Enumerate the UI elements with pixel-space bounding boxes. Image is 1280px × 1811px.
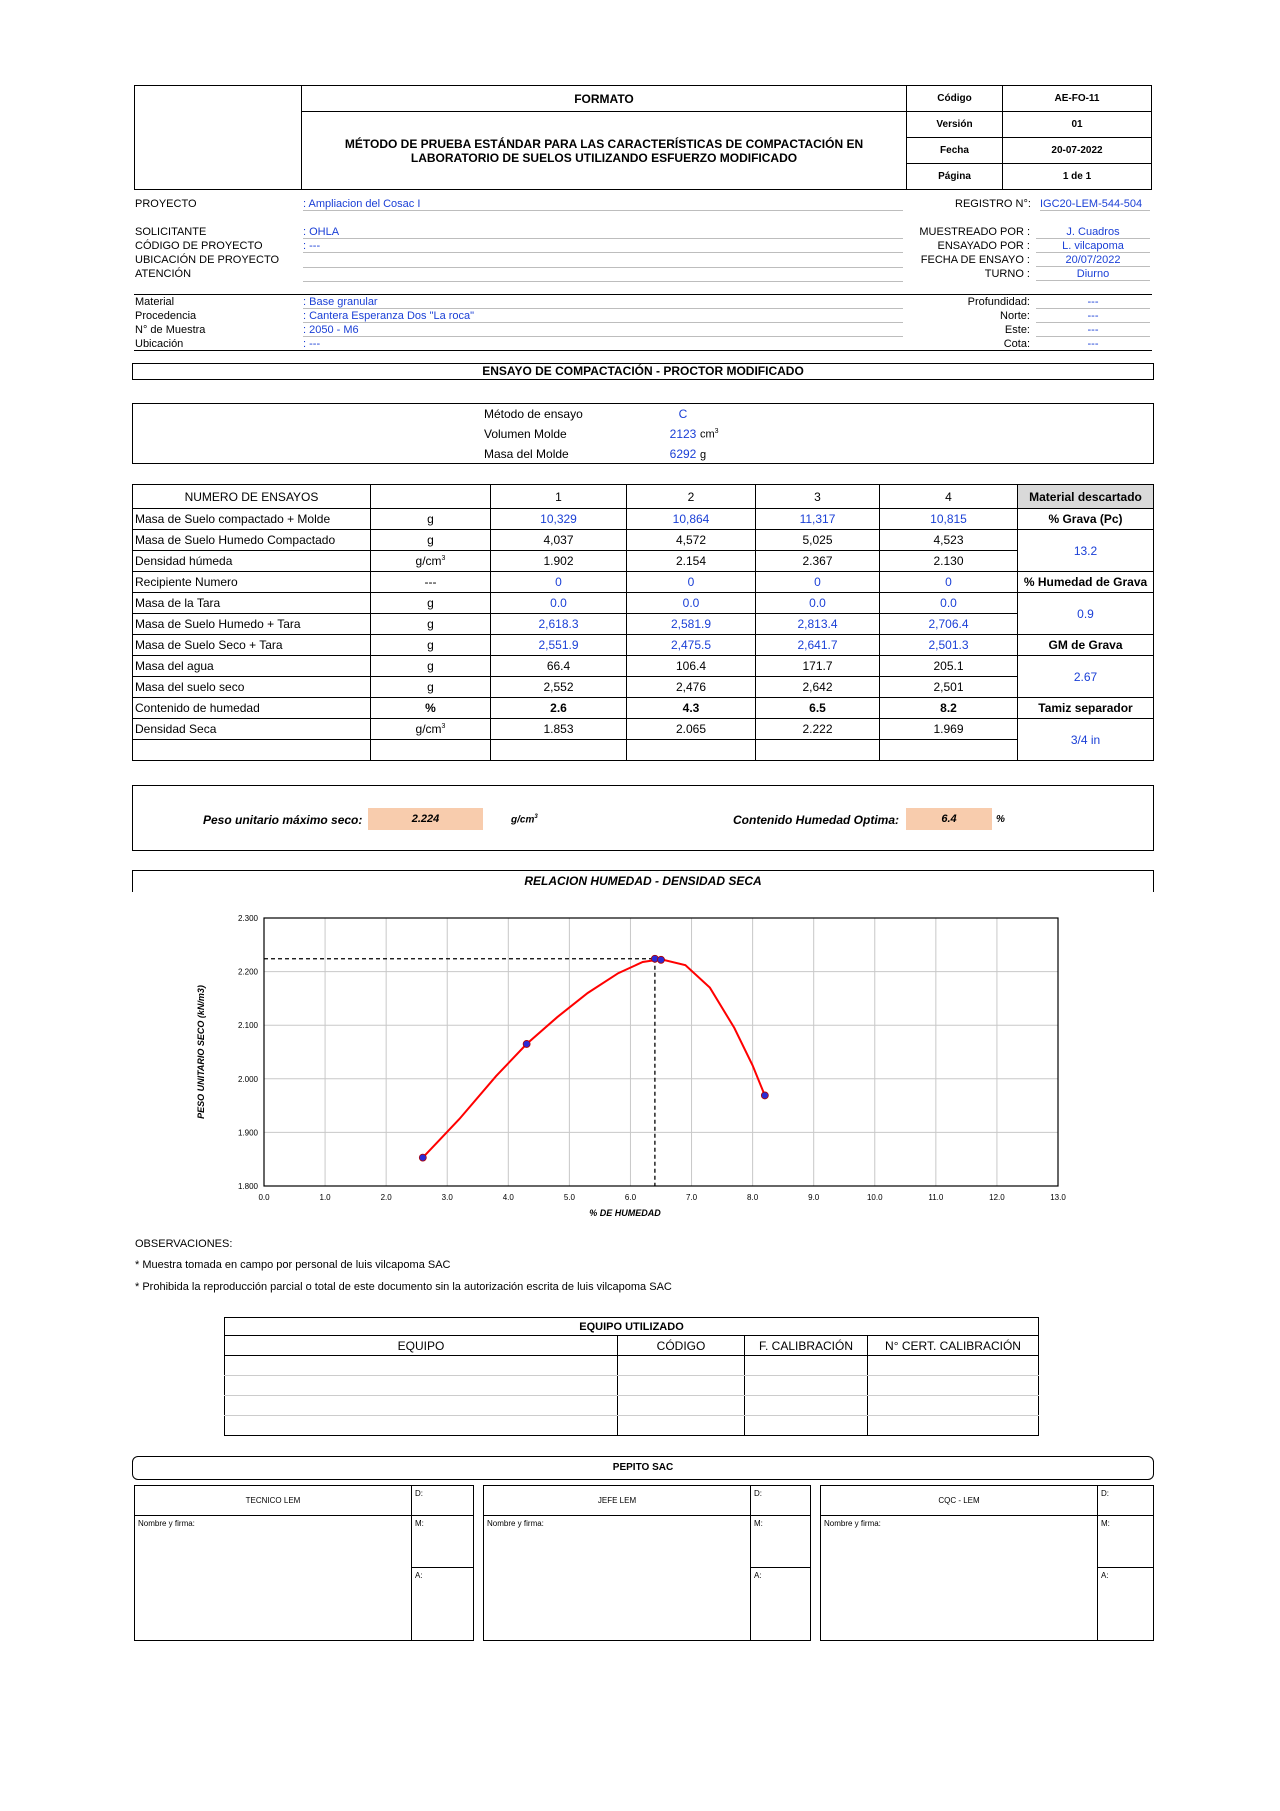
metodo-label: Método de ensayo — [484, 407, 583, 421]
cell: 10,864 — [627, 509, 756, 530]
muestreado-label: MUESTREADO POR : — [919, 226, 1030, 238]
table-row — [133, 719, 1154, 740]
table-row — [133, 740, 1154, 761]
signature-block-cqc — [820, 1485, 1154, 1641]
proyecto-label: PROYECTO — [135, 198, 197, 210]
col-header: Material descartado — [1018, 485, 1154, 509]
grava-label: % Grava (Pc) — [1018, 509, 1154, 530]
cota-value: --- — [1036, 338, 1150, 351]
cell: 66.4 — [491, 656, 627, 677]
gm-label: GM de Grava — [1018, 635, 1154, 656]
data-point — [419, 1154, 426, 1161]
row-label: Densidad Seca — [133, 719, 371, 740]
fecha-value: 20-07-2022 — [1003, 138, 1152, 164]
x-tick-label: 9.0 — [808, 1193, 820, 1202]
fecha-ensayo-label: FECHA DE ENSAYO : — [920, 254, 1030, 266]
cell: 0 — [491, 572, 627, 593]
ubicacion-proyecto-value — [303, 254, 903, 268]
cell: 2,501.3 — [880, 635, 1018, 656]
cell: 1.902 — [491, 551, 627, 572]
equipment-table — [224, 1317, 1039, 1436]
ubicacion-value: : --- — [303, 338, 903, 351]
row-label: Masa del agua — [133, 656, 371, 677]
x-tick-label: 7.0 — [685, 1193, 698, 1202]
solicitante-value: : OHLA — [303, 226, 903, 239]
table-row — [133, 677, 1154, 698]
table-row — [133, 572, 1154, 593]
row-label: Masa del suelo seco — [133, 677, 371, 698]
sample-bottom-rule — [134, 350, 1152, 351]
norte-label: Norte: — [1000, 310, 1030, 322]
compaction-table — [132, 484, 1154, 761]
y-tick-label: 2.300 — [237, 914, 258, 923]
cell: 205.1 — [880, 656, 1018, 677]
cell: 2.6 — [491, 698, 627, 719]
fecha-ensayo-value: 20/07/2022 — [1036, 254, 1150, 267]
equipment-col-header: F. CALIBRACIÓN — [745, 1336, 868, 1356]
cell: 4,037 — [491, 530, 627, 551]
volumen-value: 2123 — [669, 427, 697, 441]
humedad-optima-unit: % — [996, 814, 1005, 825]
humedad-optima-label: Contenido Humedad Optima: — [733, 813, 899, 827]
observation-item: * Prohibida la reproducción parcial o total de este documento sin la autorización escrita de luis vilcapoma SAC — [135, 1281, 672, 1293]
codigo-label: Código — [907, 86, 1003, 112]
method-box — [132, 403, 1154, 464]
cell: 2,813.4 — [756, 614, 880, 635]
day-label: D: — [1098, 1486, 1154, 1516]
y-axis-label: PESO UNITARIO SECO (kN/m3) — [196, 985, 206, 1119]
cell: 2.222 — [756, 719, 880, 740]
masa-molde-value: 6292 — [669, 447, 697, 461]
moisture-density-chart — [132, 892, 1154, 1228]
data-point — [761, 1092, 768, 1099]
muestra-value: : 2050 - M6 — [303, 324, 903, 337]
signature-block-jefe — [483, 1485, 811, 1641]
row-unit: --- — [371, 572, 491, 593]
year-label: A: — [412, 1568, 474, 1641]
equipment-col-header: CÓDIGO — [618, 1336, 745, 1356]
codigo-proyecto-label: CÓDIGO DE PROYECTO — [135, 240, 263, 252]
row-label: Masa de Suelo Humedo Compactado — [133, 530, 371, 551]
table-row — [133, 593, 1154, 614]
y-tick-label: 2.100 — [237, 1021, 258, 1031]
cell: 10,329 — [491, 509, 627, 530]
row-label: Masa de la Tara — [133, 593, 371, 614]
compaction-curve — [423, 959, 765, 1157]
x-tick-label: 13.0 — [1050, 1193, 1066, 1202]
row-unit: $g/cm^3$ — [371, 551, 491, 572]
sample-top-rule — [134, 294, 1152, 295]
tamiz-label: Tamiz separador — [1018, 698, 1154, 719]
cell: 2,642 — [756, 677, 880, 698]
codigo-value: AE-FO-11 — [1003, 86, 1152, 112]
equipment-col-header: N° CERT. CALIBRACIÓN — [868, 1336, 1039, 1356]
row-unit: g — [371, 530, 491, 551]
cell: 1.969 — [880, 719, 1018, 740]
company-name: PEPITO SAC — [132, 1456, 1154, 1480]
codigo-proyecto-value: : --- — [303, 240, 903, 253]
x-axis-label: % DE HUMEDAD — [589, 1208, 661, 1218]
signature-block-tecnico — [134, 1485, 474, 1641]
results-box — [132, 785, 1154, 851]
signature-field[interactable]: Nombre y firma: — [135, 1516, 412, 1641]
row-unit: g — [371, 677, 491, 698]
ubicacion-label: Ubicación — [135, 338, 184, 350]
procedencia-value: : Cantera Esperanza Dos "La roca" — [303, 310, 903, 323]
col-header: 3 — [756, 485, 880, 509]
cell: 4,572 — [627, 530, 756, 551]
cell: 2,476 — [627, 677, 756, 698]
y-tick-label: 1.900 — [237, 1128, 258, 1138]
ensayado-value: L. vilcapoma — [1036, 240, 1150, 253]
cota-label: Cota: — [1003, 338, 1030, 350]
x-tick-label: 5.0 — [563, 1193, 575, 1202]
cell: 171.7 — [756, 656, 880, 677]
humedad-grava-label: % Humedad de Grava — [1018, 572, 1154, 593]
row-label: Masa de Suelo compactado + Molde — [133, 509, 371, 530]
table-row — [225, 1396, 1039, 1416]
day-label: D: — [412, 1486, 474, 1516]
peso-unitario-value: 2.224 — [368, 808, 483, 830]
table-row — [133, 656, 1154, 677]
masa-molde-unit: g — [700, 449, 707, 461]
x-tick-label: 8.0 — [747, 1193, 759, 1202]
chart-title: RELACION HUMEDAD - DENSIDAD SECA — [132, 870, 1154, 892]
turno-label: TURNO : — [984, 268, 1030, 280]
formato-title: FORMATO — [302, 86, 907, 112]
table-header-row — [133, 485, 1154, 509]
material-value: : Base granular — [303, 296, 903, 309]
y-tick-label: 1.800 — [237, 1182, 258, 1191]
cell: 0.0 — [756, 593, 880, 614]
ensayado-label: ENSAYADO POR : — [937, 240, 1030, 252]
year-label: A: — [751, 1568, 811, 1641]
row-unit: $g/cm^3$ — [371, 719, 491, 740]
cell: 0 — [627, 572, 756, 593]
cell: 2,706.4 — [880, 614, 1018, 635]
col-header — [371, 485, 491, 509]
registro-value: IGC20-LEM-544-504 — [1040, 198, 1150, 211]
y-tick-label: 2.200 — [237, 967, 258, 977]
observations-title: OBSERVACIONES: — [135, 1238, 233, 1250]
row-unit: g — [371, 509, 491, 530]
col-header: 1 — [491, 485, 627, 509]
cell: 8.2 — [880, 698, 1018, 719]
proyecto-value: : Ampliacion del Cosac I — [303, 198, 903, 211]
cell: 5,025 — [756, 530, 880, 551]
table-row — [133, 698, 1154, 719]
col-header: 2 — [627, 485, 756, 509]
cell: 4,523 — [880, 530, 1018, 551]
table-row — [133, 614, 1154, 635]
cell: 0 — [756, 572, 880, 593]
logo-area — [135, 86, 302, 190]
cell: 10,815 — [880, 509, 1018, 530]
este-value: --- — [1036, 324, 1150, 337]
table-row — [133, 551, 1154, 572]
table-row — [133, 635, 1154, 656]
signature-title: TECNICO LEM — [135, 1486, 412, 1516]
equipment-title: EQUIPO UTILIZADO — [225, 1318, 1039, 1336]
metodo-value: C — [678, 407, 688, 421]
observation-item: * Muestra tomada en campo por personal de luis vilcapoma SAC — [135, 1259, 451, 1271]
masa-molde-label: Masa del Molde — [484, 447, 569, 461]
material-label: Material — [135, 296, 175, 308]
cell: 2.367 — [756, 551, 880, 572]
row-unit: g — [371, 656, 491, 677]
row-label: Recipiente Numero — [133, 572, 371, 593]
muestreado-value: J. Cuadros — [1036, 226, 1150, 239]
x-tick-label: 10.0 — [866, 1193, 883, 1202]
month-label: M: — [1098, 1516, 1154, 1568]
x-tick-label: 6.0 — [624, 1193, 637, 1202]
cell: 2,641.7 — [756, 635, 880, 656]
fecha-label: Fecha — [907, 138, 1003, 164]
row-label: Masa de Suelo Humedo + Tara — [133, 614, 371, 635]
document-header — [134, 85, 1152, 190]
row-unit: g — [371, 593, 491, 614]
cell: 0.0 — [880, 593, 1018, 614]
cell: 0.0 — [491, 593, 627, 614]
signature-field[interactable]: Nombre y firma: — [484, 1516, 751, 1641]
cell: 2.130 — [880, 551, 1018, 572]
data-point — [523, 1040, 530, 1047]
signature-title: CQC - LEM — [821, 1486, 1098, 1516]
month-label: M: — [751, 1516, 811, 1568]
cell: 2,501 — [880, 677, 1018, 698]
profundidad-label: Profundidad: — [967, 296, 1030, 308]
data-point — [658, 956, 665, 963]
cell: 0.0 — [627, 593, 756, 614]
version-label: Versión — [907, 112, 1003, 138]
x-tick-label: 4.0 — [502, 1193, 514, 1202]
profundidad-value: --- — [1036, 296, 1150, 309]
ubicacion-proyecto-label: UBICACIÓN DE PROYECTO — [135, 254, 280, 266]
x-tick-label: 0.0 — [258, 1193, 270, 1202]
row-unit: g — [371, 635, 491, 656]
signature-field[interactable]: Nombre y firma: — [821, 1516, 1098, 1641]
col-header: 4 — [880, 485, 1018, 509]
turno-value: Diurno — [1036, 268, 1150, 281]
equipment-col-header: EQUIPO — [225, 1336, 618, 1356]
solicitante-label: SOLICITANTE — [135, 226, 207, 238]
pagina-label: Página — [907, 164, 1003, 190]
tamiz-value: 3/4 in — [1018, 719, 1154, 761]
registro-label: REGISTRO N°: — [955, 198, 1031, 210]
x-tick-label: 12.0 — [989, 1193, 1005, 1202]
section-title: ENSAYO DE COMPACTACIÓN - PROCTOR MODIFICADO — [132, 363, 1154, 380]
norte-value: --- — [1036, 310, 1150, 323]
month-label: M: — [412, 1516, 474, 1568]
peso-unitario-unit: $g/cm^3$ — [511, 814, 538, 826]
signature-title: JEFE LEM — [484, 1486, 751, 1516]
peso-unitario-label: Peso unitario máximo seco: — [203, 813, 363, 827]
document-title: MÉTODO DE PRUEBA ESTÁNDAR PARA LAS CARACTERÍSTICAS DE COMPACTACIÓN EN LABORATORIO DE SUELOS UTILIZANDO ESFUERZO MODIFICADO — [302, 112, 907, 190]
atencion-value — [303, 268, 903, 282]
cell: 2.065 — [627, 719, 756, 740]
cell: 2,475.5 — [627, 635, 756, 656]
x-tick-label: 1.0 — [319, 1193, 331, 1202]
cell: 2,552 — [491, 677, 627, 698]
este-label: Este: — [1004, 324, 1030, 336]
cell: 2,551.9 — [491, 635, 627, 656]
y-tick-label: 2.000 — [237, 1074, 258, 1084]
cell: 2,618.3 — [491, 614, 627, 635]
cell: 6.5 — [756, 698, 880, 719]
row-unit: g — [371, 614, 491, 635]
atencion-label: ATENCIÓN — [135, 268, 192, 280]
x-tick-label: 2.0 — [380, 1193, 392, 1202]
table-row — [133, 530, 1154, 551]
grava-value: 13.2 — [1018, 530, 1154, 572]
table-row — [133, 509, 1154, 530]
volumen-unit: $cm^3$ — [700, 428, 719, 441]
cell: 1.853 — [491, 719, 627, 740]
cell: 11,317 — [756, 509, 880, 530]
year-label: A: — [1098, 1568, 1154, 1641]
row-unit: % — [371, 698, 491, 719]
cell: 2,581.9 — [627, 614, 756, 635]
col-header: NUMERO DE ENSAYOS — [133, 485, 371, 509]
table-row — [225, 1416, 1039, 1436]
row-label: Densidad húmeda — [133, 551, 371, 572]
cell: 106.4 — [627, 656, 756, 677]
table-row — [225, 1356, 1039, 1376]
humedad-optima-value: 6.4 — [906, 808, 992, 830]
table-row — [225, 1376, 1039, 1396]
row-label: Contenido de humedad — [133, 698, 371, 719]
cell: 4.3 — [627, 698, 756, 719]
humedad-grava-value: 0.9 — [1018, 593, 1154, 635]
x-tick-label: 3.0 — [441, 1193, 453, 1202]
cell: 2.154 — [627, 551, 756, 572]
procedencia-label: Procedencia — [135, 310, 197, 322]
version-value: 01 — [1003, 112, 1152, 138]
x-tick-label: 11.0 — [928, 1193, 944, 1202]
row-label: Masa de Suelo Seco + Tara — [133, 635, 371, 656]
muestra-label: N° de Muestra — [135, 324, 206, 336]
gm-value: 2.67 — [1018, 656, 1154, 698]
cell: 0 — [880, 572, 1018, 593]
volumen-label: Volumen Molde — [484, 427, 567, 441]
pagina-value: 1 de 1 — [1003, 164, 1152, 190]
day-label: D: — [751, 1486, 811, 1516]
